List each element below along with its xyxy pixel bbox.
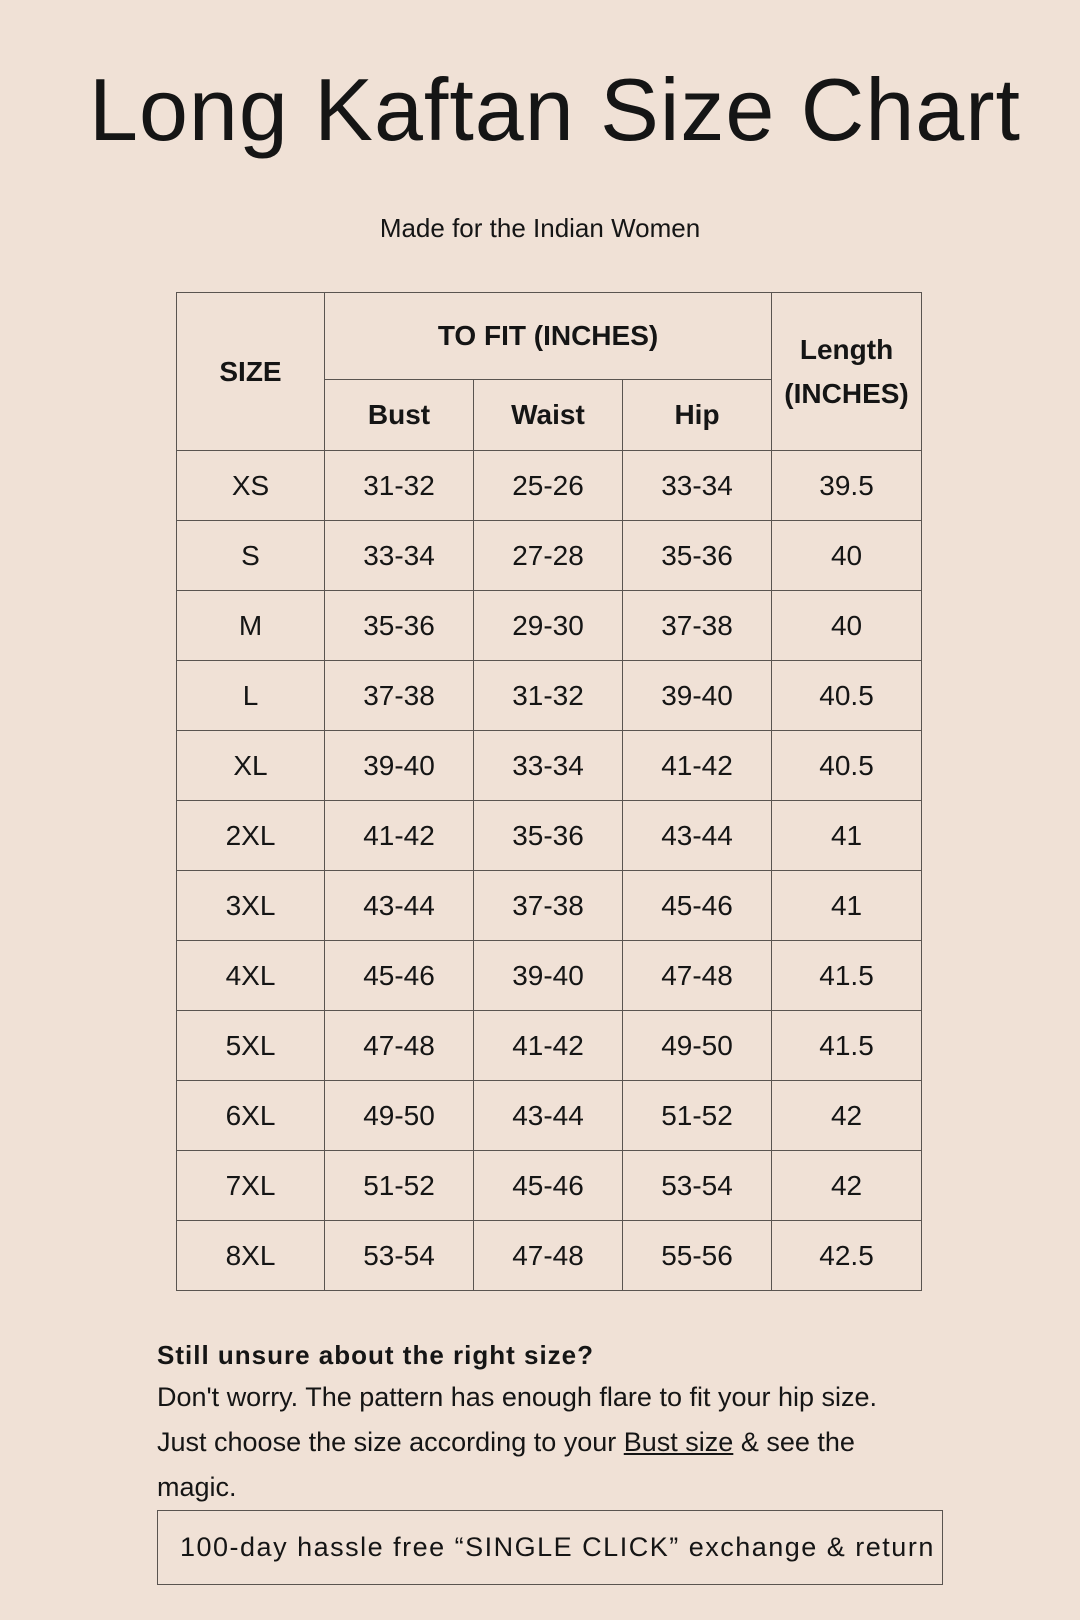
cell-length: 40.5 [772, 731, 922, 801]
cell-hip: 33-34 [623, 451, 772, 521]
help-text-line2-prefix: Just choose the size according to your [157, 1427, 624, 1457]
cell-length: 39.5 [772, 451, 922, 521]
cell-length: 40 [772, 591, 922, 661]
cell-size: 7XL [177, 1151, 325, 1221]
cell-size: L [177, 661, 325, 731]
header-to-fit: TO FIT (INCHES) [325, 293, 772, 380]
cell-length: 42.5 [772, 1221, 922, 1291]
cell-length: 40.5 [772, 661, 922, 731]
size-chart-table [176, 292, 922, 1291]
cell-hip: 35-36 [623, 521, 772, 591]
cell-hip: 55-56 [623, 1221, 772, 1291]
bust-size-link[interactable]: Bust size [623, 1427, 734, 1457]
cell-length: 41.5 [772, 1011, 922, 1081]
cell-hip: 37-38 [623, 591, 772, 661]
cell-waist: 43-44 [474, 1081, 623, 1151]
cell-hip: 49-50 [623, 1011, 772, 1081]
header-hip: Hip [623, 380, 772, 451]
help-text-line2 [157, 1420, 957, 1465]
table-header-row [177, 293, 922, 380]
cell-bust: 49-50 [325, 1081, 474, 1151]
cell-hip: 39-40 [623, 661, 772, 731]
cell-size: 6XL [177, 1081, 325, 1151]
header-bust: Bust [325, 380, 474, 451]
cell-hip: 43-44 [623, 801, 772, 871]
cell-waist: 41-42 [474, 1011, 623, 1081]
cell-waist: 39-40 [474, 941, 623, 1011]
cell-size: XS [177, 451, 325, 521]
cell-length: 41 [772, 871, 922, 941]
table-row [177, 1151, 922, 1221]
table-body [177, 451, 922, 1291]
table-row [177, 1081, 922, 1151]
table-row [177, 871, 922, 941]
table-row [177, 451, 922, 521]
help-heading: Still unsure about the right size? [157, 1340, 595, 1370]
table-row [177, 1221, 922, 1291]
header-waist: Waist [474, 380, 623, 451]
cell-waist: 35-36 [474, 801, 623, 871]
cell-size: 4XL [177, 941, 325, 1011]
cell-hip: 47-48 [623, 941, 772, 1011]
cell-size: 2XL [177, 801, 325, 871]
cell-waist: 37-38 [474, 871, 623, 941]
cell-size: S [177, 521, 325, 591]
cell-bust: 43-44 [325, 871, 474, 941]
cell-bust: 37-38 [325, 661, 474, 731]
cell-waist: 45-46 [474, 1151, 623, 1221]
table-row [177, 731, 922, 801]
cell-waist: 29-30 [474, 591, 623, 661]
cell-bust: 35-36 [325, 591, 474, 661]
cell-waist: 47-48 [474, 1221, 623, 1291]
help-text-line2-suffix: & see the [733, 1427, 855, 1457]
table-row [177, 1011, 922, 1081]
cell-bust: 45-46 [325, 941, 474, 1011]
header-length-line1: Length [799, 333, 894, 365]
cell-length: 41.5 [772, 941, 922, 1011]
cell-length: 42 [772, 1081, 922, 1151]
cell-length: 40 [772, 521, 922, 591]
cell-hip: 53-54 [623, 1151, 772, 1221]
cell-hip: 41-42 [623, 731, 772, 801]
cell-size: 5XL [177, 1011, 325, 1081]
cell-bust: 31-32 [325, 451, 474, 521]
cell-bust: 39-40 [325, 731, 474, 801]
cell-size: 8XL [177, 1221, 325, 1291]
cell-size: 3XL [177, 871, 325, 941]
header-length [772, 293, 922, 451]
cell-hip: 45-46 [623, 871, 772, 941]
table-row [177, 521, 922, 591]
cell-bust: 33-34 [325, 521, 474, 591]
cell-length: 41 [772, 801, 922, 871]
cell-bust: 51-52 [325, 1151, 474, 1221]
table-row [177, 591, 922, 661]
table-row [177, 801, 922, 871]
cell-bust: 41-42 [325, 801, 474, 871]
cell-bust: 53-54 [325, 1221, 474, 1291]
help-text-line3: magic. [157, 1472, 237, 1502]
cell-bust: 47-48 [325, 1011, 474, 1081]
page-title: Long Kaftan Size Chart [89, 60, 1021, 159]
table-row [177, 941, 922, 1011]
cell-waist: 33-34 [474, 731, 623, 801]
cell-hip: 51-52 [623, 1081, 772, 1151]
table-row [177, 661, 922, 731]
header-size: SIZE [177, 293, 325, 451]
page-subtitle: Made for the Indian Women [379, 213, 701, 243]
help-text-line1: Don't worry. The pattern has enough flare to fit your hip size. [157, 1382, 878, 1412]
size-help-section [157, 1335, 957, 1510]
cell-waist: 25-26 [474, 451, 623, 521]
cell-waist: 27-28 [474, 521, 623, 591]
cell-size: M [177, 591, 325, 661]
cell-waist: 31-32 [474, 661, 623, 731]
exchange-return-banner: 100-day hassle free “SINGLE CLICK” exchange & return [157, 1510, 943, 1585]
header-length-line2: (INCHES) [784, 377, 909, 409]
cell-length: 42 [772, 1151, 922, 1221]
cell-size: XL [177, 731, 325, 801]
